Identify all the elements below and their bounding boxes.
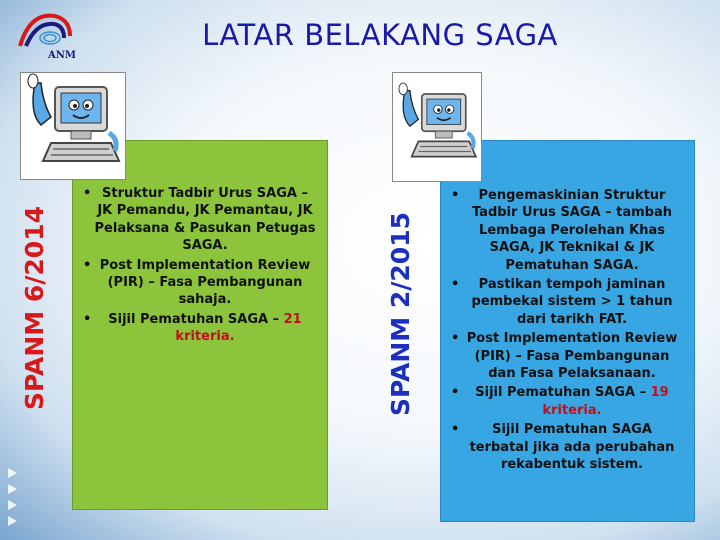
page-title: LATAR BELAKANG SAGA bbox=[202, 18, 558, 52]
right-vertical-label: SPANM 2/2015 bbox=[386, 212, 415, 416]
right-bullet-list bbox=[451, 187, 683, 476]
nav-arrow-icon[interactable] bbox=[8, 484, 17, 494]
list-item: • Struktur Tadbir Urus SAGA – JK Pemandu, JK Pemantau, JK Pelaksana & Pasukan Petugas SAGA. bbox=[83, 186, 316, 254]
computer-mascot-right bbox=[392, 72, 482, 182]
highlight-text: 21 kriteria bbox=[175, 311, 302, 345]
list-item: • Pengemaskinian Struktur Tadbir Urus SAGA – tambah Lembaga Perolehan Khas SAGA, JK Teknikal & JK Pematuhan SAGA. bbox=[451, 188, 673, 273]
list-item: • Sijil Pematuhan SAGA – 19 kriteria. bbox=[451, 385, 669, 418]
bullet-icon: • bbox=[451, 277, 460, 293]
computer-mascot-icon bbox=[21, 73, 125, 179]
computer-mascot-left bbox=[20, 72, 126, 180]
left-vertical-label: SPANM 6/2014 bbox=[20, 206, 49, 410]
bullet-icon: • bbox=[83, 257, 92, 273]
list-item: • Post Implementation Review (PIR) – Fasa Pembangunan sahaja. bbox=[83, 257, 311, 308]
bullet-icon: • bbox=[451, 331, 460, 347]
list-item: • Sijil Pematuhan SAGA – 21 kriteria. bbox=[83, 311, 302, 345]
left-panel bbox=[72, 140, 328, 510]
bullet-icon: • bbox=[451, 422, 460, 438]
nav-arrows bbox=[8, 468, 22, 532]
bullet-icon: • bbox=[451, 385, 460, 401]
computer-mascot-icon bbox=[393, 73, 481, 181]
bullet-icon: • bbox=[83, 311, 92, 327]
right-panel bbox=[440, 140, 695, 522]
logo-text: ANM bbox=[48, 50, 76, 61]
nav-arrow-icon[interactable] bbox=[8, 468, 17, 478]
highlight-text: 19 kriteria bbox=[542, 385, 669, 418]
nav-arrow-icon[interactable] bbox=[8, 500, 17, 510]
list-item: • Post Implementation Review (PIR) – Fasa Pembangunan dan Fasa Pelaksanaan. bbox=[451, 331, 678, 382]
bullet-icon: • bbox=[451, 188, 460, 203]
list-item: • Sijil Pematuhan SAGA terbatal jika ada perubahan rekabentuk sistem. bbox=[451, 422, 675, 473]
bullet-icon: • bbox=[83, 186, 92, 201]
list-item: • Pastikan tempoh jaminan pembekal sistem > 1 tahun dari tarikh FAT. bbox=[451, 277, 673, 327]
nav-arrow-icon[interactable] bbox=[8, 516, 17, 526]
anm-logo bbox=[10, 6, 80, 62]
left-bullet-list bbox=[83, 185, 317, 348]
